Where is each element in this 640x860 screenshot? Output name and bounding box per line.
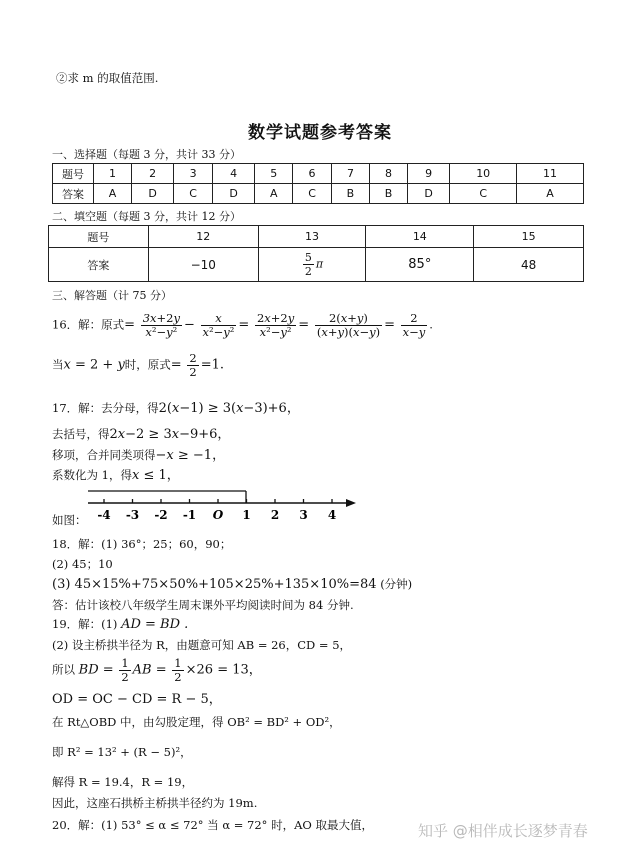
q18-expression: (3) 45×15%+75×50%+105×25%+135×10%=84 [52, 577, 377, 592]
table-cell: 2 [132, 164, 174, 184]
table-cell: D [132, 184, 174, 204]
table-cell: 7 [331, 164, 369, 184]
table-cell: 14 [366, 226, 474, 248]
number-line-label: 1 [242, 508, 251, 522]
q16-label: 16．解：原式 [52, 317, 125, 332]
q17-combine: 移项，合并同类项得 [52, 448, 156, 462]
q17-coeff: 系数化为 1，得 [52, 468, 132, 482]
number-line-label: -2 [154, 508, 168, 522]
q18-line1: 18．解：(1) 36°；25；60，90； [52, 537, 232, 551]
q17-line1: 17．解：去分母，得2(x−1) ≥ 3(x−3)+6， [52, 401, 300, 416]
q19-line7: 解得 R = 19.4，R = 19， [52, 775, 194, 789]
q19-so: 所以 [52, 662, 75, 677]
table-cell: 1 [94, 164, 132, 184]
number-line-figure [84, 484, 364, 524]
table-cell: 11 [517, 164, 584, 184]
table-cell: C [174, 184, 213, 204]
section-fill-heading: 二、填空题（每题 3 分，共计 12 分） [52, 210, 241, 223]
q19-line6: 即 R² = 13² + (R − 5)²， [52, 745, 192, 759]
q18-unit: (分钟) [380, 577, 413, 591]
q19-line4: OD = OC − CD = R − 5， [52, 692, 222, 707]
top-question: ②求 m 的取值范围. [56, 71, 159, 85]
q17-label: 17．解：去分母，得 [52, 401, 159, 415]
table-cell: −10 [148, 248, 258, 282]
table-cell: D [408, 184, 450, 204]
q16-when: 当 [52, 357, 64, 372]
q19-expr: AD = BD . [121, 617, 189, 632]
q18-line3 [52, 576, 412, 592]
table-cell: C [450, 184, 517, 204]
table-cell: $\frac{5}{2}$ π [258, 248, 366, 282]
q19-line2: (2) 设主桥拱半径为 R，由题意可知 AB = 26，CD = 5， [52, 638, 352, 652]
q20-line1: 20．解：(1) 53° ≤ α ≤ 72° 当 α = 72° 时，AO 取最大值， [52, 818, 373, 832]
table-cell: 6 [293, 164, 332, 184]
q18-line2: (2) 45；10 [52, 557, 113, 571]
table-cell: 12 [148, 226, 258, 248]
table-cell: 3 [174, 164, 213, 184]
table-cell: B [331, 184, 369, 204]
q17-line3: 移项，合并同类项得−x ≥ −1， [52, 448, 226, 463]
table-cell: A [517, 184, 584, 204]
arrow-right-icon [346, 499, 356, 507]
q17-line2: 去括号，得2x−2 ≥ 3x−9+6， [52, 427, 231, 442]
q19-result: ×26 = 13， [185, 662, 262, 678]
q17-expand: 去括号，得 [52, 427, 110, 441]
choice-answer-table [52, 163, 584, 204]
q16-mid: 时，原式 [124, 357, 171, 372]
table-cell: 13 [258, 226, 366, 248]
number-line-label: -1 [182, 508, 197, 522]
table-cell: 答案 [53, 184, 94, 204]
table-cell: 10 [450, 164, 517, 184]
number-line-label: -3 [125, 508, 140, 522]
number-line-label: 4 [327, 508, 337, 522]
section-choice-heading: 一、选择题（每题 3 分，共计 33 分） [52, 148, 241, 161]
number-line-label: -4 [97, 508, 111, 522]
fill-answer-table [48, 225, 584, 282]
section-solve-heading: 三、解答题（计 75 分） [52, 289, 172, 302]
table-cell: 48 [474, 248, 584, 282]
table-cell: A [255, 184, 293, 204]
number-line-label: O [212, 508, 224, 522]
table-cell: 85° [366, 248, 474, 282]
q16-expression: 16．解：原式= $\frac{3x+2y}{\text{x²−y²}}$ − $\frac{x}{\text{x²−y²}}$ = $\frac{2x+2y}{\text{x²−y²}}$ = $\frac{2(x+y)}{(x+y)(x-y)}$ = $\frac{2}{x-y}$ . [52, 311, 433, 339]
q19-line5: 在 Rt△OBD 中，由勾股定理，得 OB² = BD² + OD²， [52, 715, 341, 729]
table-cell: 4 [212, 164, 254, 184]
q19-label: 19．解：(1) [52, 617, 118, 631]
table-cell: C [293, 184, 332, 204]
table-cell: 题号 [53, 164, 94, 184]
q19-line3: 所以 BD = $\frac{1}{2}$ AB = $\frac{1}{2}$ ×26 = 13， [52, 656, 262, 684]
table-cell: D [212, 184, 254, 204]
q17-figure-label: 如图： [52, 513, 87, 527]
table-cell: 8 [369, 164, 407, 184]
table-cell: B [369, 184, 407, 204]
table-cell: 9 [408, 164, 450, 184]
table-cell: 15 [474, 226, 584, 248]
number-line-label: 2 [270, 508, 280, 522]
page-title: 数学试题参考答案 [248, 123, 392, 143]
table-cell: 题号 [49, 226, 149, 248]
q19-line8: 因此，这座石拱桥主桥拱半径约为 19m. [52, 796, 258, 810]
q17-line4: 系数化为 1，得x ≤ 1， [52, 468, 180, 483]
q18-line4: 答：估计该校八年级学生周末课外平均阅读时间为 84 分钟. [52, 598, 354, 612]
number-line-label: 3 [299, 508, 308, 522]
table-cell: 5 [255, 164, 293, 184]
table-cell: 答案 [49, 248, 149, 282]
q19-line1 [52, 616, 188, 632]
table-cell: A [94, 184, 132, 204]
q16-substitution: 当x = 2 + y时，原式= $\frac{2}{2}$ =1. [52, 351, 224, 379]
zhihu-watermark: 知乎 @相伴成长逐梦青春 [418, 822, 588, 840]
